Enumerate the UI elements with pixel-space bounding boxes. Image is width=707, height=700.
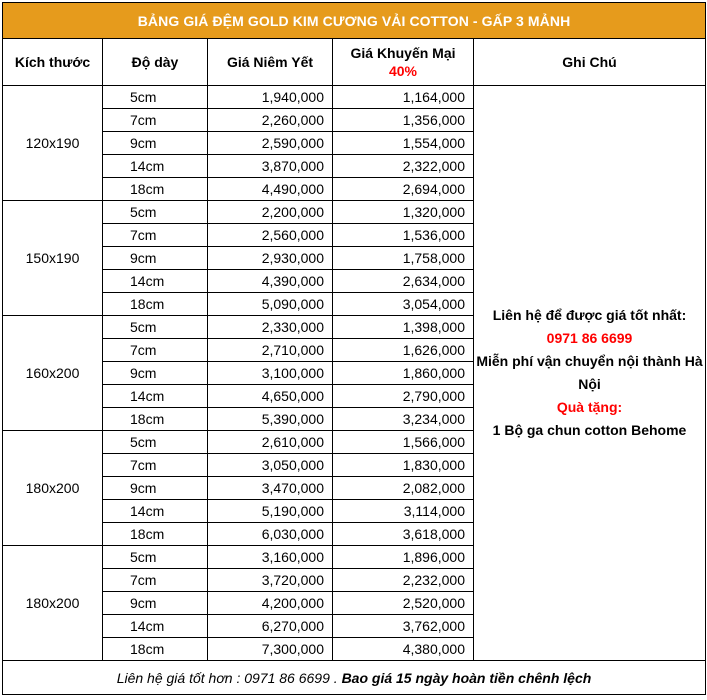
promo-price-cell: 1,566,000 xyxy=(333,431,474,454)
header-size: Kích thước xyxy=(3,39,103,86)
list-price-cell: 2,930,000 xyxy=(208,247,333,270)
list-price-cell: 5,090,000 xyxy=(208,293,333,316)
promo-price-cell: 1,398,000 xyxy=(333,316,474,339)
promo-price-cell: 1,536,000 xyxy=(333,224,474,247)
price-body xyxy=(3,86,706,661)
list-price-cell: 7,300,000 xyxy=(208,638,333,661)
list-price-cell: 6,270,000 xyxy=(208,615,333,638)
list-price-cell: 3,720,000 xyxy=(208,569,333,592)
thickness-cell: 5cm xyxy=(103,546,208,569)
list-price-cell: 2,260,000 xyxy=(208,109,333,132)
list-price-cell: 1,940,000 xyxy=(208,86,333,109)
list-price-cell: 2,710,000 xyxy=(208,339,333,362)
promo-price-cell: 1,356,000 xyxy=(333,109,474,132)
thickness-cell: 7cm xyxy=(103,339,208,362)
size-cell: 180x200 xyxy=(3,546,103,661)
thickness-cell: 5cm xyxy=(103,316,208,339)
thickness-cell: 18cm xyxy=(103,293,208,316)
thickness-cell: 14cm xyxy=(103,615,208,638)
thickness-cell: 18cm xyxy=(103,523,208,546)
note-contact-label: Liên hệ để được giá tốt nhất: xyxy=(492,307,687,323)
promo-price-cell: 1,896,000 xyxy=(333,546,474,569)
note-phone: 0971 86 6699 xyxy=(546,330,633,346)
promo-price-cell: 2,232,000 xyxy=(333,569,474,592)
table-row xyxy=(3,86,706,109)
promo-price-cell: 2,634,000 xyxy=(333,270,474,293)
promo-price-cell: 3,234,000 xyxy=(333,408,474,431)
promo-price-cell: 2,520,000 xyxy=(333,592,474,615)
thickness-cell: 7cm xyxy=(103,569,208,592)
thickness-cell: 14cm xyxy=(103,385,208,408)
note-cell xyxy=(474,86,706,661)
header-note: Ghi Chú xyxy=(474,39,706,86)
list-price-cell: 4,200,000 xyxy=(208,592,333,615)
promo-price-cell: 3,114,000 xyxy=(333,500,474,523)
header-row xyxy=(3,39,706,86)
price-table xyxy=(2,2,706,695)
footer-note xyxy=(3,661,706,695)
header-promo-price xyxy=(333,39,474,86)
header-thickness: Độ dày xyxy=(103,39,208,86)
thickness-cell: 14cm xyxy=(103,155,208,178)
list-price-cell: 2,590,000 xyxy=(208,132,333,155)
note-gift-label: Quà tặng: xyxy=(556,399,623,415)
list-price-cell: 3,050,000 xyxy=(208,454,333,477)
thickness-cell: 9cm xyxy=(103,477,208,500)
list-price-cell: 3,160,000 xyxy=(208,546,333,569)
list-price-cell: 3,100,000 xyxy=(208,362,333,385)
promo-price-cell: 3,054,000 xyxy=(333,293,474,316)
thickness-cell: 7cm xyxy=(103,224,208,247)
size-cell: 160x200 xyxy=(3,316,103,431)
thickness-cell: 9cm xyxy=(103,592,208,615)
list-price-cell: 4,490,000 xyxy=(208,178,333,201)
thickness-cell: 7cm xyxy=(103,109,208,132)
thickness-cell: 5cm xyxy=(103,86,208,109)
promo-price-cell: 3,762,000 xyxy=(333,615,474,638)
list-price-cell: 2,200,000 xyxy=(208,201,333,224)
promo-price-cell: 1,554,000 xyxy=(333,132,474,155)
thickness-cell: 9cm xyxy=(103,247,208,270)
size-cell: 150x190 xyxy=(3,201,103,316)
list-price-cell: 2,610,000 xyxy=(208,431,333,454)
promo-price-cell: 2,322,000 xyxy=(333,155,474,178)
header-list-price: Giá Niêm Yết xyxy=(208,39,333,86)
thickness-cell: 9cm xyxy=(103,362,208,385)
promo-price-cell: 1,758,000 xyxy=(333,247,474,270)
thickness-cell: 18cm xyxy=(103,408,208,431)
promo-price-cell: 1,860,000 xyxy=(333,362,474,385)
promo-price-cell: 1,320,000 xyxy=(333,201,474,224)
size-cell: 180x200 xyxy=(3,431,103,546)
note-shipping: Miễn phí vận chuyển nội thành Hà Nội xyxy=(476,353,703,392)
thickness-cell: 7cm xyxy=(103,454,208,477)
list-price-cell: 4,650,000 xyxy=(208,385,333,408)
thickness-cell: 14cm xyxy=(103,270,208,293)
header-promo-percent: 40% xyxy=(388,63,418,79)
promo-price-cell: 3,618,000 xyxy=(333,523,474,546)
size-cell: 120x190 xyxy=(3,86,103,201)
thickness-cell: 5cm xyxy=(103,431,208,454)
thickness-cell: 5cm xyxy=(103,201,208,224)
promo-price-cell: 2,790,000 xyxy=(333,385,474,408)
promo-price-cell: 1,626,000 xyxy=(333,339,474,362)
list-price-cell: 5,390,000 xyxy=(208,408,333,431)
promo-price-cell: 1,830,000 xyxy=(333,454,474,477)
promo-price-cell: 4,380,000 xyxy=(333,638,474,661)
table-title: BẢNG GIÁ ĐỆM GOLD KIM CƯƠNG VẢI COTTON - GẤP 3 MẢNH xyxy=(3,3,706,39)
list-price-cell: 3,470,000 xyxy=(208,477,333,500)
thickness-cell: 18cm xyxy=(103,638,208,661)
list-price-cell: 3,870,000 xyxy=(208,155,333,178)
list-price-cell: 5,190,000 xyxy=(208,500,333,523)
footer-contact: Liên hệ giá tốt hơn : 0971 86 6699 . xyxy=(116,669,338,686)
header-promo-label: Giá Khuyến Mại xyxy=(350,45,456,61)
promo-price-cell: 2,694,000 xyxy=(333,178,474,201)
note-gift: 1 Bộ ga chun cotton Behome xyxy=(492,422,687,438)
footer-guarantee: Bao giá 15 ngày hoàn tiền chênh lệch xyxy=(341,669,592,686)
thickness-cell: 18cm xyxy=(103,178,208,201)
promo-price-cell: 2,082,000 xyxy=(333,477,474,500)
thickness-cell: 14cm xyxy=(103,500,208,523)
list-price-cell: 4,390,000 xyxy=(208,270,333,293)
list-price-cell: 2,560,000 xyxy=(208,224,333,247)
thickness-cell: 9cm xyxy=(103,132,208,155)
list-price-cell: 6,030,000 xyxy=(208,523,333,546)
list-price-cell: 2,330,000 xyxy=(208,316,333,339)
promo-price-cell: 1,164,000 xyxy=(333,86,474,109)
